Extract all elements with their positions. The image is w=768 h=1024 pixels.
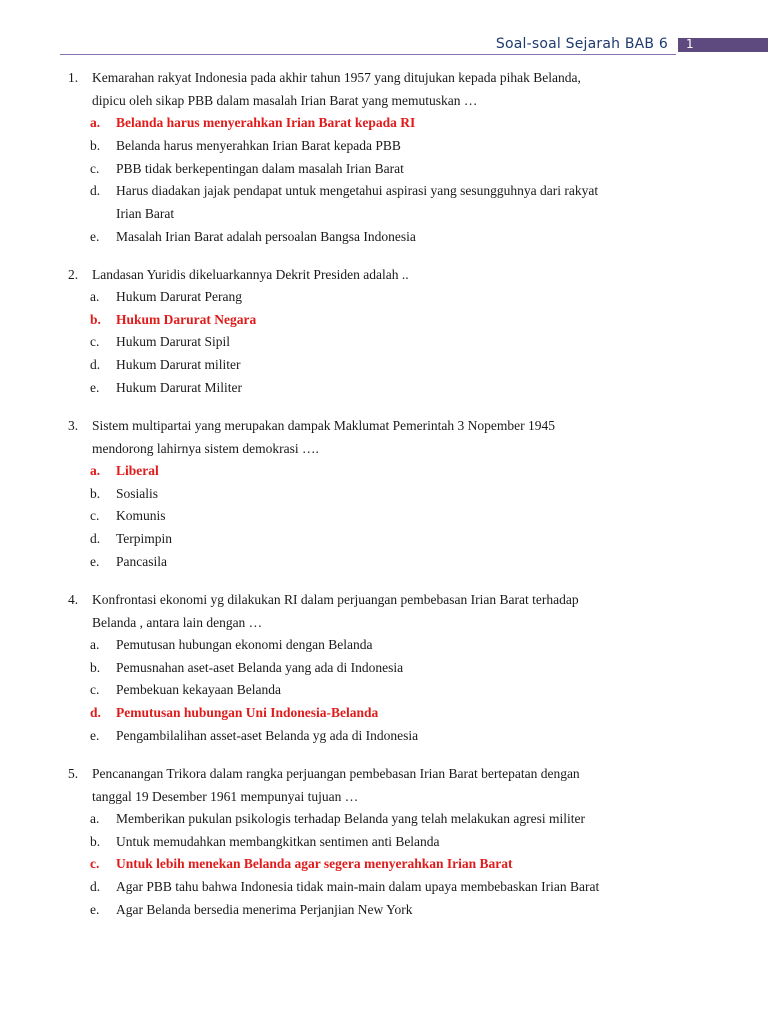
answer-options: [68, 286, 676, 400]
option-letter: e.: [90, 727, 100, 743]
option-text: Pemutusan hubungan ekonomi dengan Belanda: [116, 636, 373, 652]
option-letter: e.: [90, 901, 100, 917]
option-d: [90, 876, 676, 899]
option-c-correct: [90, 853, 676, 876]
answer-options: [68, 634, 676, 748]
option-c: [90, 331, 676, 354]
option-text: Belanda harus menyerahkan Irian Barat kepada RI: [116, 115, 416, 130]
option-text: Hukum Darurat Negara: [116, 311, 257, 327]
option-c: [90, 679, 676, 702]
option-letter: e.: [90, 228, 100, 244]
option-letter: e.: [90, 379, 100, 395]
option-b: [90, 831, 676, 854]
question-1: [68, 66, 676, 249]
option-a: [90, 634, 676, 657]
question-list: [68, 66, 676, 936]
option-text: Memberikan pukulan psikologis terhadap Belanda yang telah melakukan agresi militer: [116, 810, 585, 826]
option-letter: a.: [90, 636, 100, 652]
option-d-correct: [90, 702, 676, 725]
option-letter: e.: [90, 553, 100, 569]
question-text-continued: tanggal 19 Desember 1961 mempunyai tujuan …: [92, 788, 359, 804]
option-text: Sosialis: [116, 485, 159, 501]
question-text-continued: dipicu oleh sikap PBB dalam masalah Irian Barat yang memutuskan …: [92, 93, 478, 108]
option-text: Terpimpin: [116, 531, 173, 547]
option-text: Untuk memudahkan membangkitkan sentimen anti Belanda: [116, 833, 440, 849]
option-a: [90, 286, 676, 309]
question-4: [68, 588, 676, 748]
option-e: [90, 226, 676, 249]
option-b-correct: [90, 309, 676, 332]
answer-options: [68, 808, 676, 922]
option-d: [90, 528, 676, 551]
option-text: Hukum Darurat Militer: [116, 379, 242, 395]
question-text: Pencanangan Trikora dalam rangka perjuangan pembebasan Irian Barat bertepatan dengan: [92, 765, 580, 781]
answer-options: [68, 112, 676, 249]
option-letter: c.: [90, 160, 100, 176]
answer-options: [68, 460, 676, 574]
option-letter: c.: [90, 856, 100, 872]
option-text: Agar Belanda bersedia menerima Perjanjian New York: [116, 901, 413, 917]
option-e: [90, 377, 676, 400]
question-text: Konfrontasi ekonomi yg dilakukan RI dalam perjuangan pembebasan Irian Barat terhadap: [92, 591, 579, 607]
option-letter: a.: [90, 288, 100, 304]
option-e: [90, 551, 676, 574]
option-letter: b.: [90, 659, 101, 675]
option-b: [90, 483, 676, 506]
option-text: Masalah Irian Barat adalah persoalan Bangsa Indonesia: [116, 228, 416, 244]
option-text: Pancasila: [116, 553, 167, 569]
option-d: [90, 180, 676, 226]
option-text: Agar PBB tahu bahwa Indonesia tidak main-main dalam upaya membebaskan Irian Barat: [116, 879, 600, 895]
option-letter: c.: [90, 334, 100, 350]
option-letter: b.: [90, 833, 101, 849]
option-text: Liberal: [116, 462, 159, 478]
option-letter: d.: [90, 531, 101, 547]
option-text: Pemusnahan aset-aset Belanda yang ada di Indonesia: [116, 659, 404, 675]
option-text-continued: Irian Barat: [116, 206, 175, 222]
option-letter: d.: [90, 357, 101, 373]
option-text: Hukum Darurat militer: [116, 357, 241, 373]
option-letter: b.: [90, 137, 101, 153]
option-letter: a.: [90, 810, 100, 826]
option-letter: c.: [90, 508, 100, 524]
option-letter: b.: [90, 311, 101, 327]
option-text: PBB tidak berkepentingan dalam masalah Irian Barat: [116, 160, 404, 176]
option-text: Pemutusan hubungan Uni Indonesia-Belanda: [116, 705, 379, 721]
question-number: 3.: [68, 417, 79, 433]
option-text: Hukum Darurat Sipil: [116, 334, 230, 350]
document-title: Soal-soal Sejarah BAB 6: [495, 36, 668, 52]
option-e: [90, 725, 676, 748]
question-2: [68, 263, 676, 400]
option-letter: d.: [90, 879, 101, 895]
option-text: Belanda harus menyerahkan Irian Barat kepada PBB: [116, 137, 401, 153]
option-text: Untuk lebih menekan Belanda agar segera menyerahkan Irian Barat: [116, 856, 513, 872]
option-a-correct: [90, 460, 676, 483]
question-text: Sistem multipartai yang merupakan dampak Maklumat Pemerintah 3 Nopember 1945: [92, 417, 556, 433]
option-text: Pembekuan kekayaan Belanda: [116, 682, 281, 698]
option-letter: b.: [90, 485, 101, 501]
option-text: Pengambilalihan asset-aset Belanda yg ada di Indonesia: [116, 727, 419, 743]
question-text-continued: Belanda , antara lain dengan …: [92, 614, 263, 630]
question-text: Landasan Yuridis dikeluarkannya Dekrit Presiden adalah ..: [92, 266, 409, 282]
option-letter: a.: [90, 462, 101, 478]
option-b: [90, 135, 676, 158]
option-letter: a.: [90, 115, 101, 130]
question-text-continued: mendorong lahirnya sistem demokrasi ….: [92, 440, 319, 456]
page-number: 1: [686, 37, 694, 51]
option-letter: d.: [90, 705, 101, 721]
option-a-correct: [90, 112, 676, 135]
question-text: Kemarahan rakyat Indonesia pada akhir tahun 1957 yang ditujukan kepada pihak Belanda,: [92, 70, 581, 85]
page-header: [0, 36, 768, 56]
question-number: 4.: [68, 591, 79, 607]
question-number: 1.: [68, 70, 79, 85]
option-a: [90, 808, 676, 831]
option-letter: d.: [90, 183, 101, 199]
option-b: [90, 657, 676, 680]
header-divider: [60, 54, 676, 55]
question-number: 2.: [68, 266, 79, 282]
option-text: Komunis: [116, 508, 166, 524]
option-c: [90, 505, 676, 528]
option-letter: c.: [90, 682, 100, 698]
question-3: [68, 414, 676, 574]
question-5: [68, 762, 676, 922]
option-e: [90, 899, 676, 922]
question-number: 5.: [68, 765, 79, 781]
option-d: [90, 354, 676, 377]
option-text: Harus diadakan jajak pendapat untuk mengetahui aspirasi yang sesungguhnya dari rakyat: [116, 183, 599, 199]
option-text: Hukum Darurat Perang: [116, 288, 242, 304]
option-c: [90, 158, 676, 181]
page-number-badge: [678, 38, 768, 52]
